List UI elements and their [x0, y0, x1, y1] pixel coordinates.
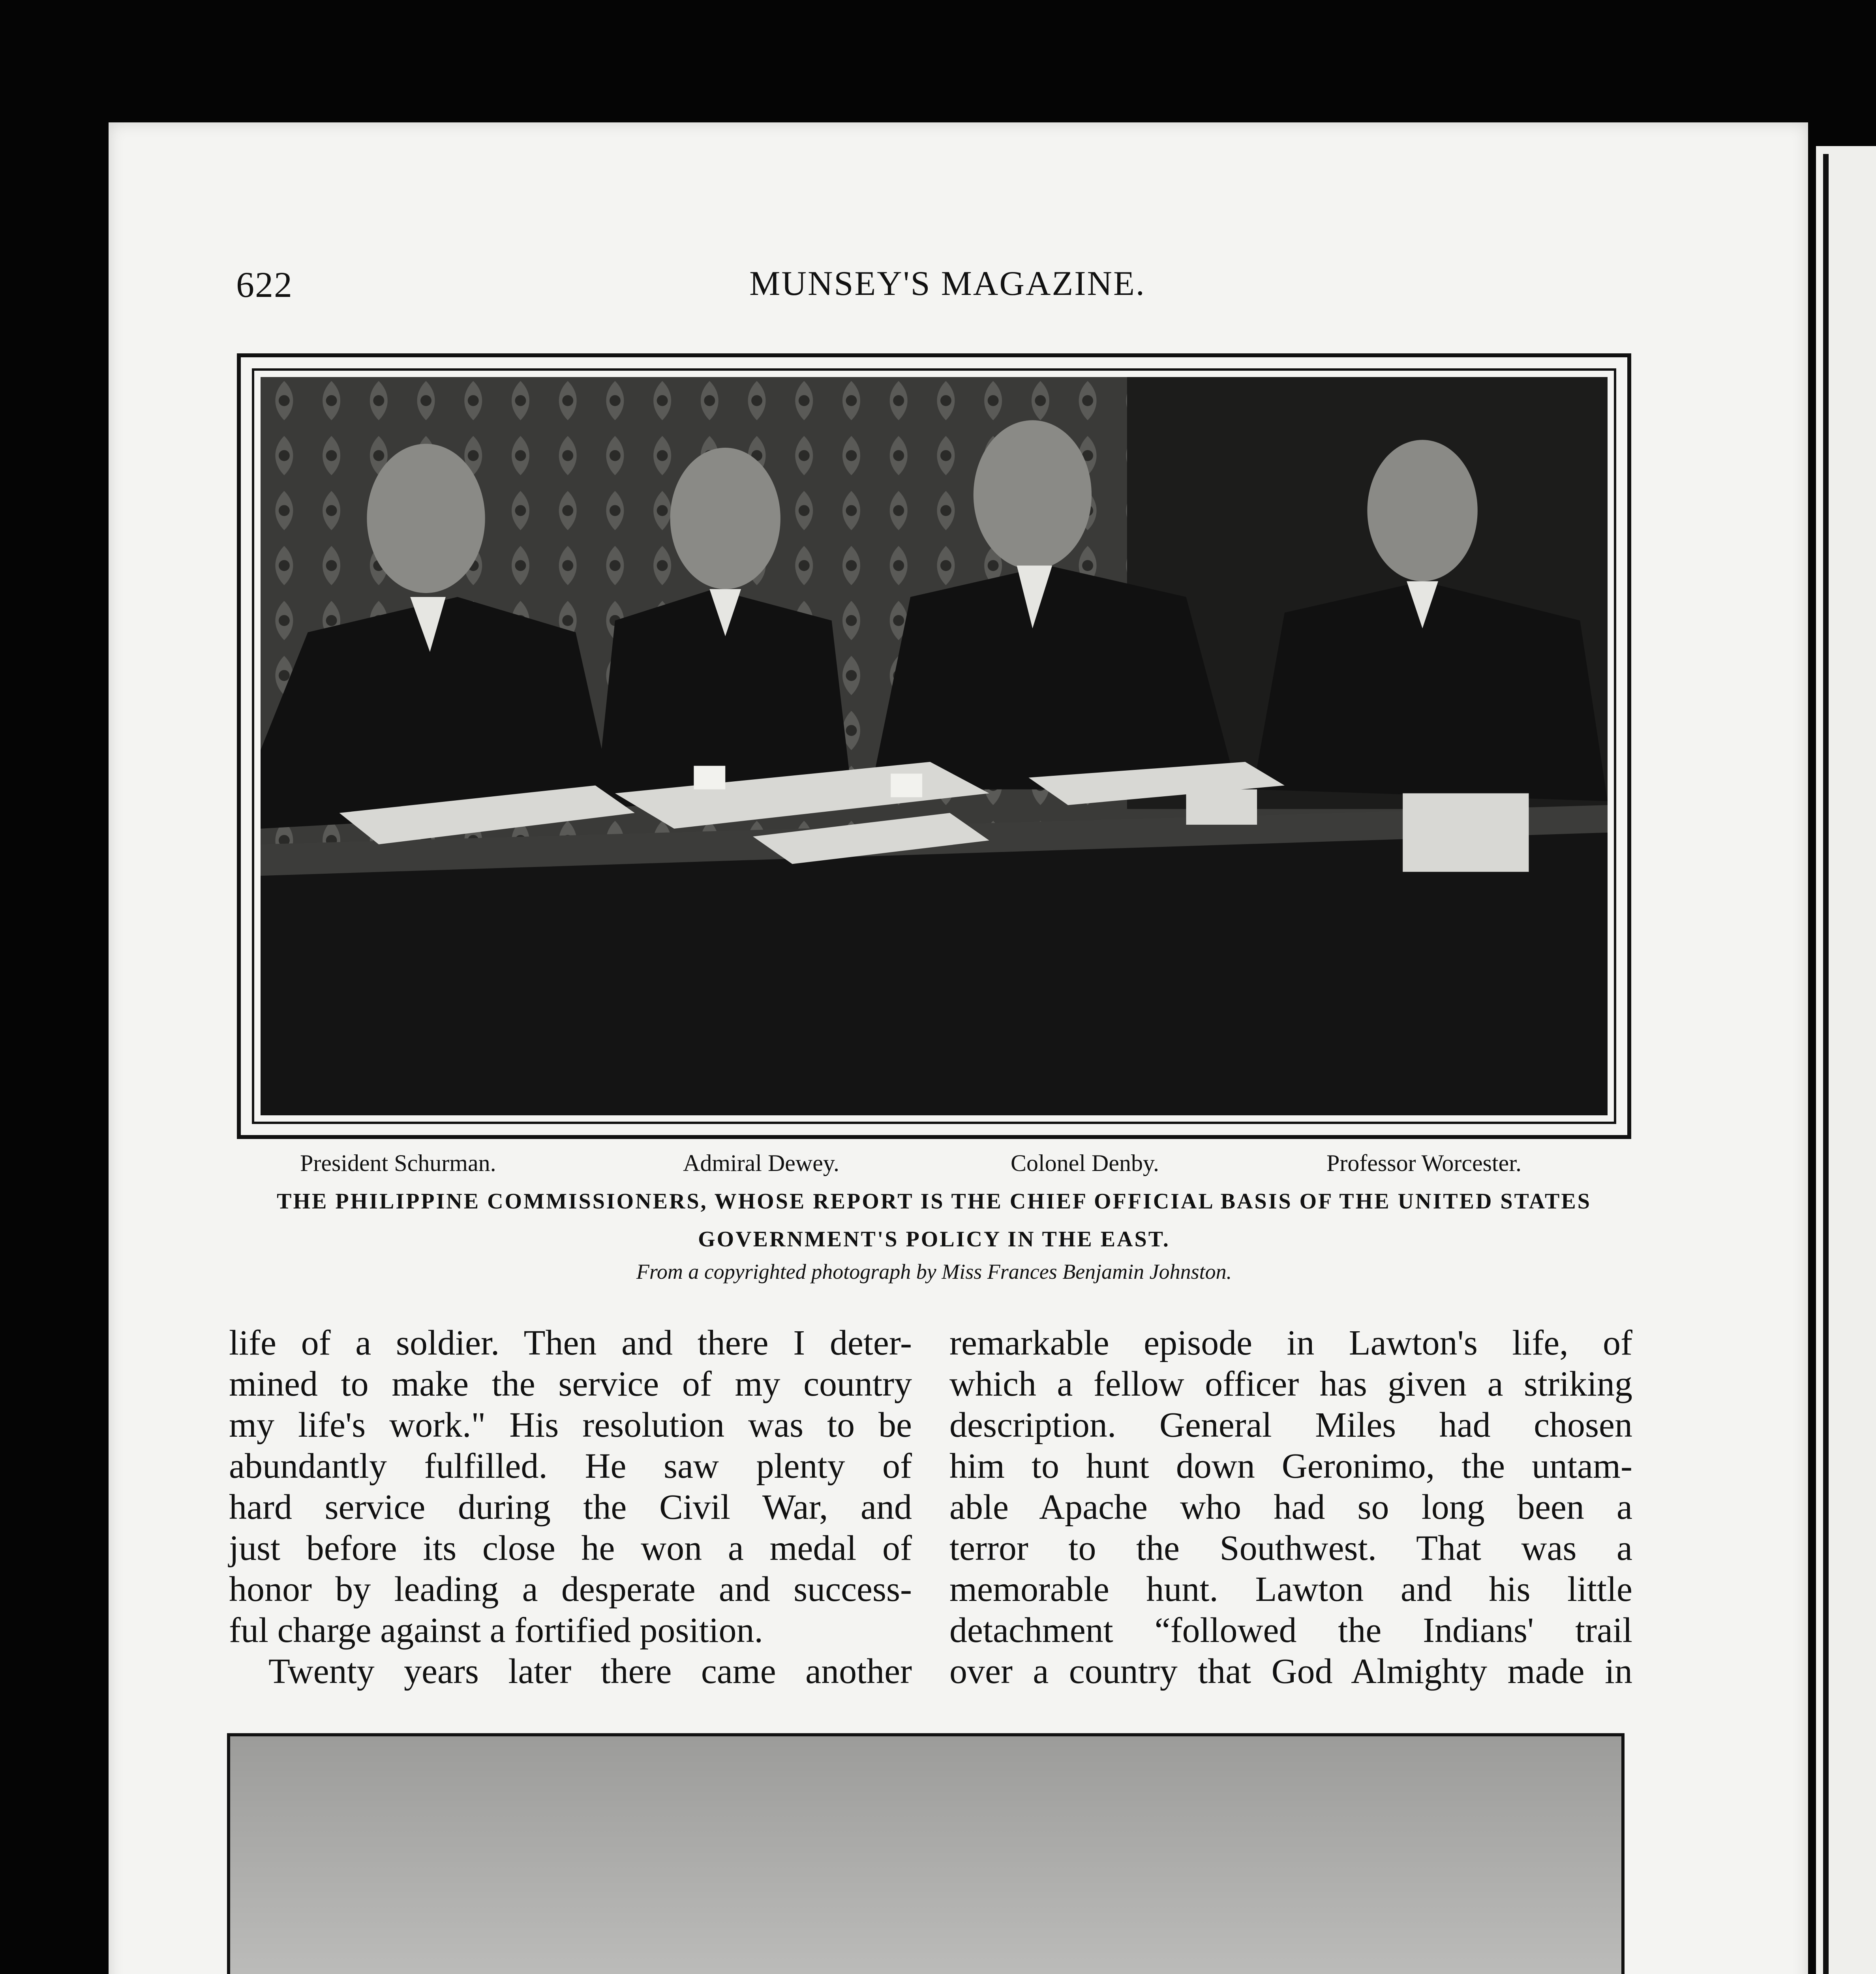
text-line: him to hunt down Geronimo, the untam-	[949, 1447, 1632, 1486]
text-line: which a fellow officer has given a striking	[949, 1364, 1632, 1404]
page-number: 622	[236, 265, 293, 305]
left-text-column	[229, 1323, 912, 1692]
name-label-dewey: Admiral Dewey.	[683, 1150, 839, 1176]
page-gutter-shadow	[1823, 154, 1829, 1974]
text-line: life of a soldier. Then and there I deter-	[229, 1323, 912, 1362]
commissioners-caption	[237, 1182, 1631, 1258]
caption-line: GOVERNMENT'S POLICY IN THE EAST.	[698, 1227, 1170, 1252]
text-line: description. General Miles had chosen	[949, 1405, 1632, 1445]
name-label-schurman: President Schurman.	[300, 1150, 496, 1176]
text-line: ful charge against a fortified position.	[229, 1611, 763, 1650]
photo-credit: From a copyrighted photograph by Miss Frances Benjamin Johnston.	[636, 1260, 1232, 1283]
right-text-column	[949, 1323, 1632, 1692]
commissioners-photograph	[261, 377, 1608, 1115]
text-line: Twenty years later there came another	[268, 1652, 912, 1691]
text-line: able Apache who had so long been a	[949, 1488, 1632, 1527]
text-line: abundantly fulfilled. He saw plenty of	[229, 1447, 912, 1486]
text-line: hard service during the Civil War, and	[229, 1488, 912, 1527]
text-line: my life's work." His resolution was to be	[229, 1405, 912, 1445]
text-line: mined to make the service of my country	[229, 1364, 912, 1404]
running-header-title: MUNSEY'S MAGAZINE.	[749, 265, 1146, 303]
text-line: honor by leading a desperate and success-	[229, 1570, 912, 1609]
text-line: remarkable episode in Lawton's life, of	[949, 1323, 1632, 1362]
locomotive-photograph	[227, 1733, 1625, 1974]
text-line: terror to the Southwest. That was a	[949, 1529, 1632, 1568]
commissioners-photo-frame	[237, 353, 1631, 1139]
name-label-worcester: Professor Worcester.	[1326, 1150, 1521, 1176]
text-line: over a country that God Almighty made in	[949, 1652, 1632, 1691]
name-label-denby: Colonel Denby.	[1011, 1150, 1159, 1176]
text-line: just before its close he won a medal of	[229, 1529, 912, 1568]
text-line: memorable hunt. Lawton and his little	[949, 1570, 1632, 1609]
caption-line: THE PHILIPPINE COMMISSIONERS, WHOSE REPORT IS THE CHIEF OFFICIAL BASIS OF THE UNITED STATES	[277, 1189, 1591, 1214]
text-line: detachment “followed the Indians' trail	[949, 1611, 1632, 1650]
